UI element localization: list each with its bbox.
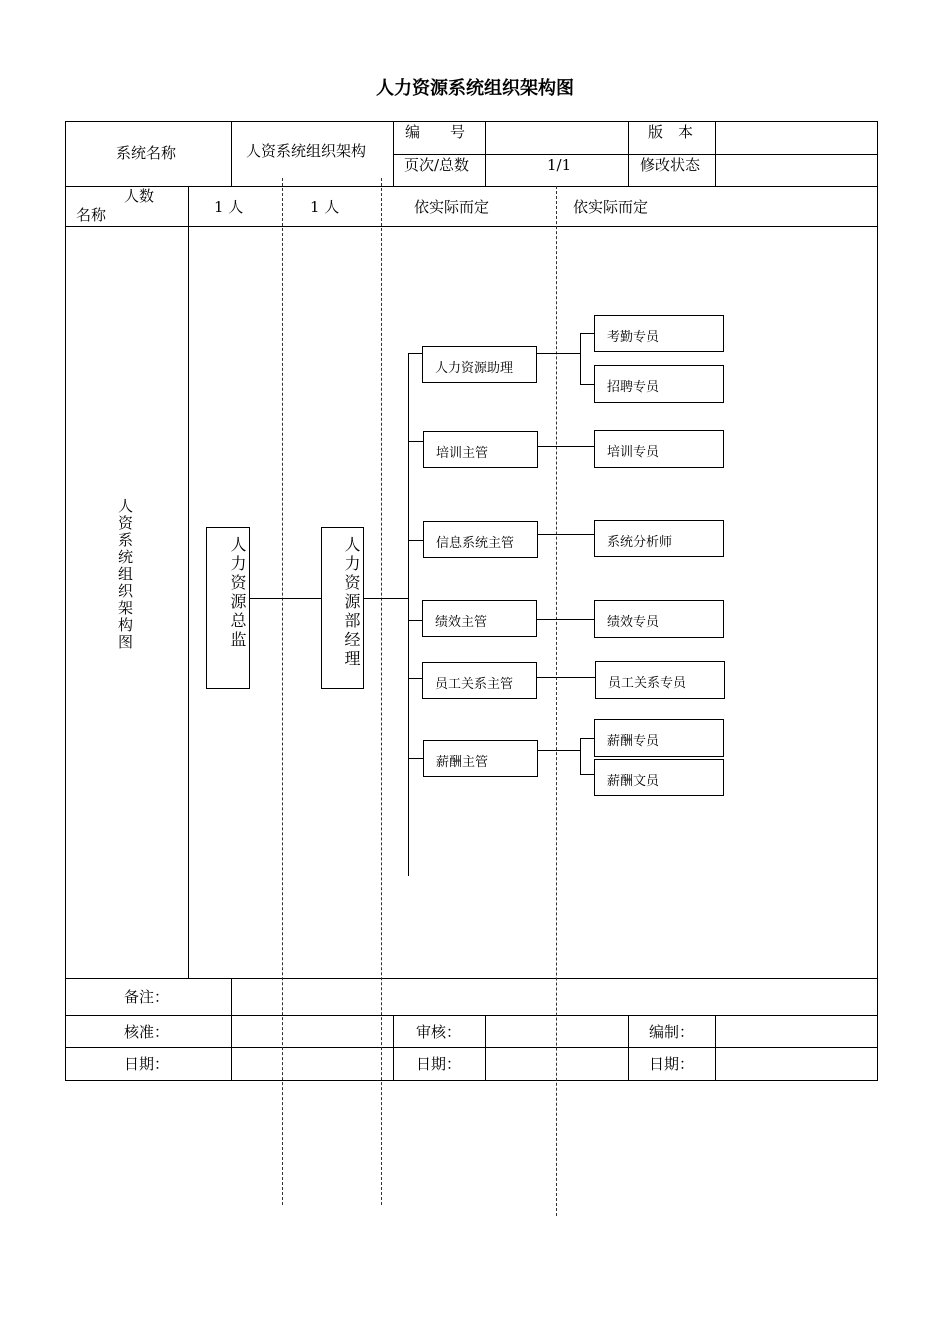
connector-line (580, 333, 581, 384)
org-node-staff (594, 600, 724, 638)
table-line (393, 1015, 394, 1080)
org-node-label: 绩效专员 (607, 615, 660, 630)
org-node-supervisor (422, 600, 537, 637)
dotted-guide-line (381, 178, 382, 1205)
connector-line (408, 620, 423, 621)
connector-line (580, 333, 594, 334)
connector-line (537, 619, 594, 620)
headcount-supervisors: 依实际而定 (414, 198, 490, 216)
dotted-guide-line (282, 178, 283, 1205)
connector-line (580, 738, 594, 739)
remarks-label: 备注： (124, 988, 170, 1006)
connector-line (408, 540, 423, 541)
connector-line (538, 446, 594, 447)
connector-line (580, 738, 581, 774)
org-node-supervisor (423, 431, 538, 468)
org-node-supervisor (422, 346, 537, 383)
name-header-label: 名称 (76, 206, 107, 224)
date-label: 日期： (649, 1055, 695, 1073)
table-line (628, 121, 629, 186)
connector-line (408, 353, 423, 354)
table-line (877, 121, 878, 1080)
table-line (65, 1080, 878, 1081)
prepare-label: 编制： (649, 1023, 695, 1041)
table-line (231, 121, 232, 186)
connector-line (408, 758, 423, 759)
org-node-label: 招聘专员 (607, 380, 660, 395)
org-node-label: 培训专员 (607, 445, 660, 460)
headcount-header-label: 人数 (124, 187, 155, 205)
connector-line (408, 441, 423, 442)
connector-line (580, 384, 594, 385)
connector-line (537, 677, 595, 678)
table-line (65, 121, 66, 1080)
connector-trunk (408, 353, 409, 876)
date-label: 日期： (416, 1055, 462, 1073)
number-label: 编 号 (405, 123, 466, 141)
org-node-label: 绩效主管 (435, 615, 488, 630)
org-node-label: 薪酬文员 (607, 774, 660, 789)
org-node-label: 人力资源助理 (435, 361, 514, 376)
table-line (65, 1047, 878, 1048)
headcount-manager: 1 人 (310, 198, 340, 216)
org-node-label: 信息系统主管 (436, 536, 515, 551)
page-title: 人力资源系统组织架构图 (376, 78, 574, 99)
org-node-director (206, 527, 250, 689)
table-line (65, 978, 878, 979)
org-node-label: 培训主管 (436, 446, 489, 461)
date-label: 日期： (124, 1055, 170, 1073)
org-node-label: 薪酬专员 (607, 734, 660, 749)
org-node-staff (595, 661, 725, 699)
table-line (65, 1015, 878, 1016)
org-node-manager (321, 527, 364, 689)
system-name-value: 人资系统组织架构 (246, 142, 367, 160)
org-node-label: 薪酬主管 (436, 755, 489, 770)
org-node-staff (594, 315, 724, 352)
org-node-label: 员工关系主管 (435, 677, 514, 692)
dotted-guide-line (556, 186, 557, 1216)
table-line (485, 1015, 486, 1080)
table-line (628, 1015, 629, 1080)
table-line (188, 186, 189, 978)
revision-status-label: 修改状态 (640, 156, 701, 174)
side-label: 人资系统组织架构图 (116, 498, 134, 651)
org-node-supervisor (423, 740, 538, 777)
org-node-label: 员工关系专员 (608, 676, 687, 691)
headcount-director: 1 人 (214, 198, 244, 216)
table-line (393, 121, 394, 186)
connector-line (364, 598, 408, 599)
org-node-label: 考勤专员 (607, 330, 660, 345)
org-node-supervisor (423, 521, 538, 558)
version-label: 版 本 (648, 123, 694, 141)
org-node-staff (594, 719, 724, 757)
org-node-supervisor (422, 662, 537, 699)
org-node-label: 人力资源部经理 (342, 536, 361, 669)
org-node-staff (594, 520, 724, 557)
connector-line (250, 598, 321, 599)
connector-line (580, 774, 594, 775)
connector-line (537, 353, 581, 354)
table-line (393, 154, 878, 155)
org-node-staff (594, 365, 724, 403)
connector-line (538, 750, 581, 751)
review-label: 审核： (416, 1023, 462, 1041)
org-node-label: 人力资源总监 (228, 536, 247, 650)
connector-line (408, 678, 423, 679)
org-node-staff (594, 759, 724, 796)
table-line (65, 226, 878, 227)
table-line (715, 1015, 716, 1080)
table-line (65, 121, 878, 122)
table-line (715, 121, 716, 186)
org-node-staff (594, 430, 724, 468)
table-line (485, 121, 486, 186)
page-count-label: 页次/总数 (404, 156, 470, 174)
table-line (231, 978, 232, 1080)
connector-line (538, 534, 594, 535)
headcount-staff: 依实际而定 (573, 198, 649, 216)
approve-label: 核准： (124, 1023, 170, 1041)
page-count-value: 1/1 (547, 156, 572, 174)
org-node-label: 系统分析师 (607, 535, 673, 550)
system-name-label: 系统名称 (116, 144, 177, 162)
